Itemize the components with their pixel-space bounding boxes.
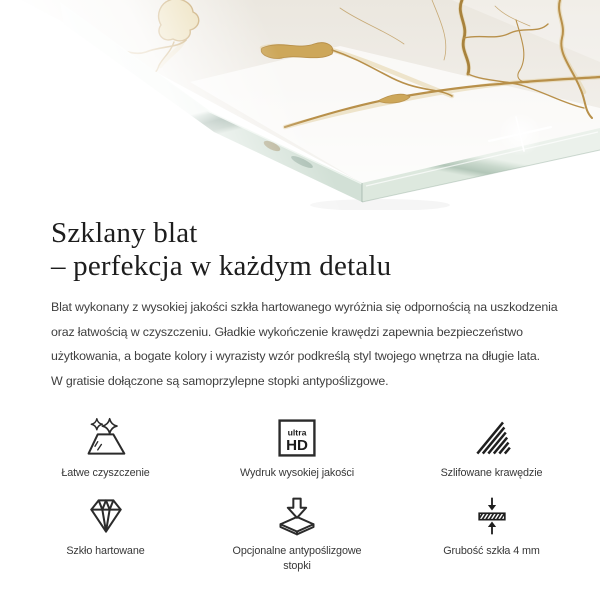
page-title xyxy=(51,217,560,283)
feature-label: Łatwe czyszczenie xyxy=(61,467,150,479)
hero-image xyxy=(0,0,600,210)
feature-tempered-glass xyxy=(0,494,211,574)
feature-polished-edges xyxy=(383,416,600,481)
feature-label: Opcjonalne antypoślizgowe stopki xyxy=(232,545,362,572)
feature-anti-slip-feet xyxy=(211,494,383,574)
ultra-hd-badge-top: ultra xyxy=(287,427,307,438)
feature-label: Szkło hartowane xyxy=(66,545,145,557)
ultra-hd-badge-bottom: HD xyxy=(286,436,308,454)
glass-thickness-icon xyxy=(470,494,514,538)
diamond-icon xyxy=(84,494,128,538)
page-title-line2: – perfekcja w każdym detalu xyxy=(51,250,392,282)
description-line: W gratisie dołączone są samoprzylepne stopki antypoślizgowe. xyxy=(51,373,389,388)
feature-print-quality xyxy=(211,416,383,481)
feature-glass-thickness xyxy=(383,494,600,574)
feature-label: Grubość szkła 4 mm xyxy=(443,545,540,557)
product-description xyxy=(51,295,560,393)
sparkle-surface-icon xyxy=(84,416,128,460)
feature-easy-cleaning xyxy=(0,416,211,481)
anti-slip-pad-icon xyxy=(275,494,319,538)
description-line: użytkowania, a bogate kolory i wyrazisty wzór podkreślą styl twojego wnętrza na długie lata. xyxy=(51,349,540,363)
feature-label: Szlifowane krawędzie xyxy=(440,467,543,479)
page-title-line1: Szklany blat xyxy=(51,217,198,249)
description-line: oraz łatwością w czyszczeniu. Gładkie wykończenie krawędzi zapewnia bezpieczeństwo xyxy=(51,324,523,339)
description-line: Blat wykonany z wysokiej jakości szkła hartowanego wyróżnia się odpornością na uszkodzenia xyxy=(51,300,558,314)
content-block xyxy=(0,217,600,393)
polished-edges-icon xyxy=(470,416,514,460)
features-grid xyxy=(0,416,600,574)
ultra-hd-icon xyxy=(275,416,319,460)
feature-label: Wydruk wysokiej jakości xyxy=(240,467,354,479)
